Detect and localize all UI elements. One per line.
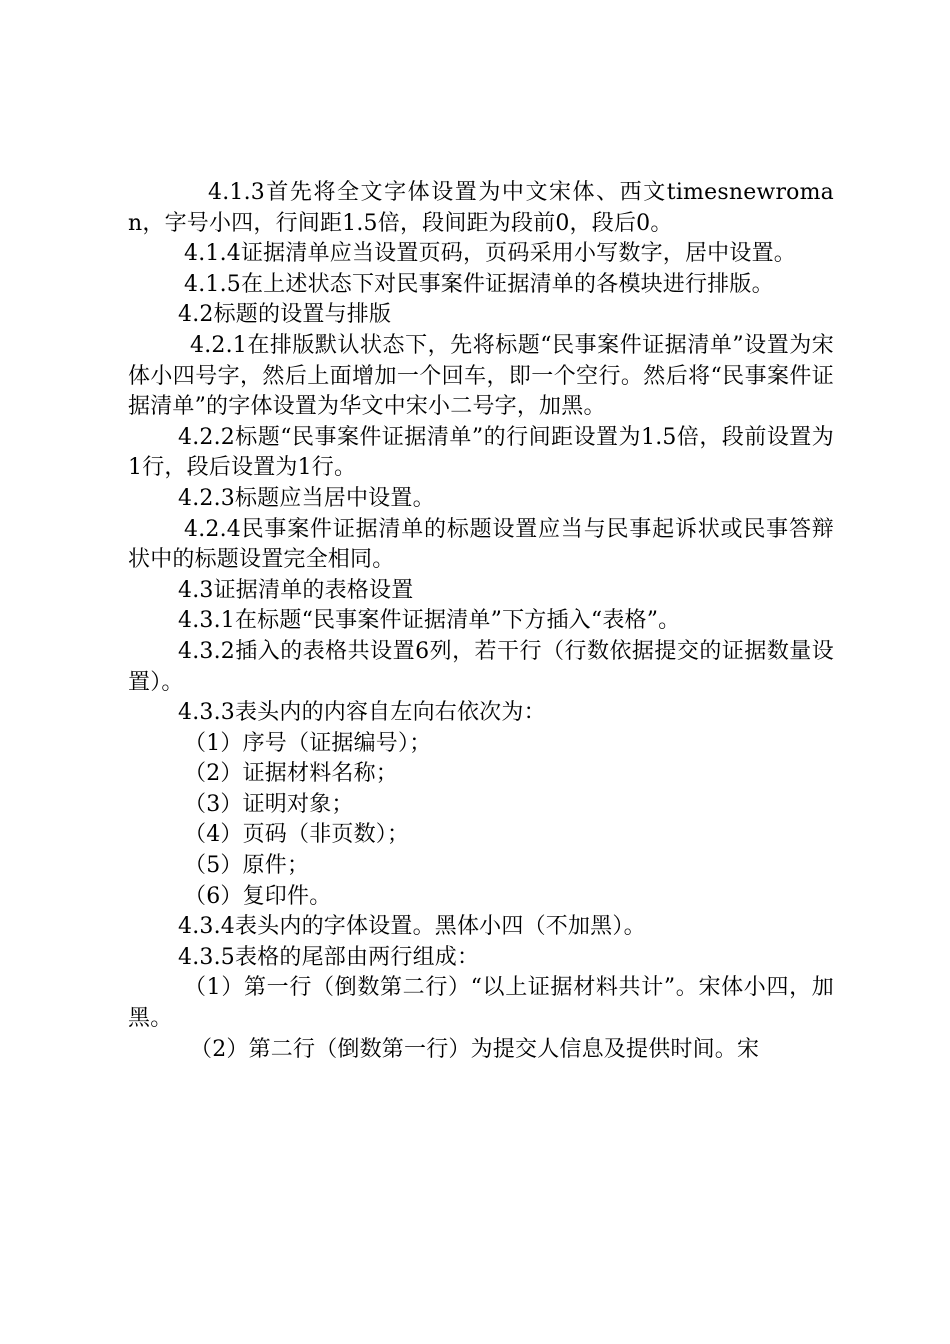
list-item-1: （1）序号（证据编号）； (184, 730, 432, 756)
paragraph-4-1-5: 4.1.5在上述状态下对民事案件证据清单的各模块进行排版。 (184, 271, 774, 297)
footer-row-item-2: （2）第二行（倒数第一行）为提交人信息及提供时间。宋 (190, 1036, 760, 1062)
footer-row-item-1: （1）第一行（倒数第二行）“以上证据材料共计”。宋体小四，加黑。 (128, 975, 834, 1032)
paragraph-4-2-3: 4.2.3标题应当居中设置。 (178, 485, 435, 511)
paragraph-4-1-3: 4.1.3首先将全文字体设置为中文宋体、西文timesnewroman，字号小四，行间距1.5倍，段间距为段前0，段后0。 (128, 180, 834, 236)
list-item-2: （2）证据材料名称； (184, 761, 398, 787)
paragraph-4-2-4: 4.2.4民事案件证据清单的标题设置应当与民事起诉状或民事答辩状中的标题设置完全相同。 (128, 516, 834, 573)
document-body (128, 178, 834, 1065)
paragraph-4-3-3: 4.3.3表头内的内容自左向右依次为： (178, 700, 546, 726)
paragraph-4-3-4: 4.3.4表头内的字体设置。黑体小四（不加黑）。 (178, 914, 646, 940)
paragraph-4-3-1: 4.3.1在标题“民事案件证据清单”下方插入“表格”。 (178, 608, 681, 634)
paragraph-4-3-2: 4.3.2插入的表格共设置6列，若干行（行数依据提交的证据数量设置）。 (128, 638, 834, 695)
paragraph-4-1-4: 4.1.4证据清单应当设置页码，页码采用小写数字，居中设置。 (184, 241, 796, 267)
list-item-6: （6）复印件。 (184, 883, 332, 909)
list-item-4: （4）页码（非页数）； (184, 822, 410, 848)
paragraph-4-2-1: 4.2.1在排版默认状态下，先将标题“民事案件证据清单”设置为宋体小四号字，然后上面增加一个回车，即一个空行。然后将“民事案件证据清单”的字体设置为华文中宋小二号字，加黑。 (128, 332, 834, 420)
paragraph-4-3-5: 4.3.5表格的尾部由两行组成： (178, 944, 480, 970)
list-item-3: （3）证明对象； (184, 791, 354, 817)
paragraph-4-2-2: 4.2.2标题“民事案件证据清单”的行间距设置为1.5倍，段前设置为1行，段后设置为1行。 (128, 424, 834, 481)
list-item-5: （5）原件； (184, 853, 310, 879)
heading-4-2: 4.2标题的设置与排版 (178, 302, 392, 328)
heading-4-3: 4.3证据清单的表格设置 (178, 577, 414, 603)
